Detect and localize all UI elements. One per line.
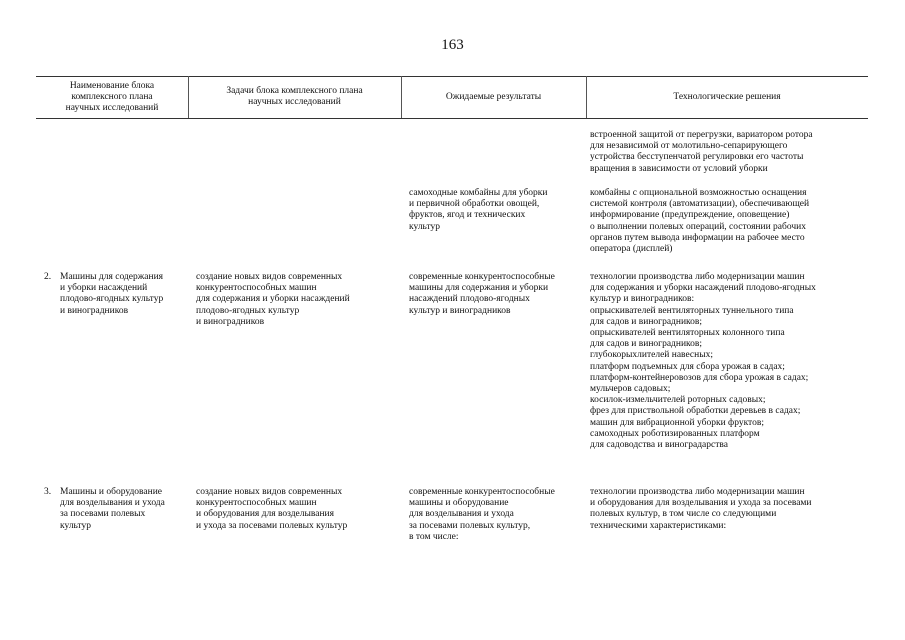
header-bottom-rule xyxy=(36,118,868,119)
header-tech-solutions: Технологические решения xyxy=(673,91,781,102)
continued-result-text: самоходные комбайны для уборки и первичной обработки овощей, фруктов, ягод и технических культур xyxy=(409,188,548,232)
page-number: 163 xyxy=(441,37,464,53)
row-number: 2. xyxy=(44,272,52,282)
header-expected-results: Ожидаемые результаты xyxy=(445,91,542,102)
row-tasks: создание новых видов современных конкурентоспособных машин и оборудования для возделывания и ухода за посевами полевых культур xyxy=(196,487,348,531)
continued-tech-text: встроенной защитой от перегрузки, вариатором ротора для независимой от молотильно-сепарирующего устройства бесступенчатой регулировки его частоты вращения в зависимости от условий уборки xyxy=(590,130,813,174)
row-block-name: Машины для содержания и уборки насаждений плодово-ягодных культур и виноградников xyxy=(60,272,164,316)
row-tasks: создание новых видов современных конкурентоспособных машин для содержания и уборки насаждений плодово-ягодных культур и виноградников xyxy=(196,272,350,327)
row-results: современные конкурентоспособные машины для содержания и уборки насаждений плодово-ягодных культур и виноградников xyxy=(409,272,555,316)
header-tasks: Задачи блока комплексного плана научных исследований xyxy=(226,86,363,107)
header-block-name: Наименование блока комплексного плана научных исследований xyxy=(65,80,159,113)
row-block-name: Машины и оборудование для возделывания и ухода за посевами полевых культур xyxy=(60,487,165,531)
continued-tech-text-2: комбайны с опциональной возможностью оснащения системой контроля (автоматизации), обеспечивающей информирование (предупреждение, оповещение) о выполнении полевых операций, состоянии рабочих органов путем вывода информации на рабочее место оператора (дисплей) xyxy=(590,188,810,255)
row-tech-solutions: технологии производства либо модернизации машин и оборудования для возделывания и ухода за посевами полевых культур, в том числе со следующими техническими характеристиками: xyxy=(590,487,812,531)
row-number: 3. xyxy=(44,487,52,497)
row-tech-solutions: технологии производства либо модернизации машин для содержания и уборки насаждений плодово-ягодных культур и виноградников: опрыскивателей вентиляторных туннельного типа для садов и виноградников; опрыскивателей вентиляторных колонного типа для садов и виноградников; глубокорыхлителей навесных; платформ подъемных для сбора урожая в садах; платформ-контейнеровозов для сбора урожая в садах; мульчеров садовых; косилок-измельчителей роторных садовых; фрез для приствольной обработки деревьев в садах; машин для вибрационной уборки фруктов; самоходных роботизированных платформ для садоводства и виноградарства xyxy=(590,272,816,451)
row-results: современные конкурентоспособные машины и оборудование для возделывания и ухода за посевами полевых культур, в том числе: xyxy=(409,487,555,542)
